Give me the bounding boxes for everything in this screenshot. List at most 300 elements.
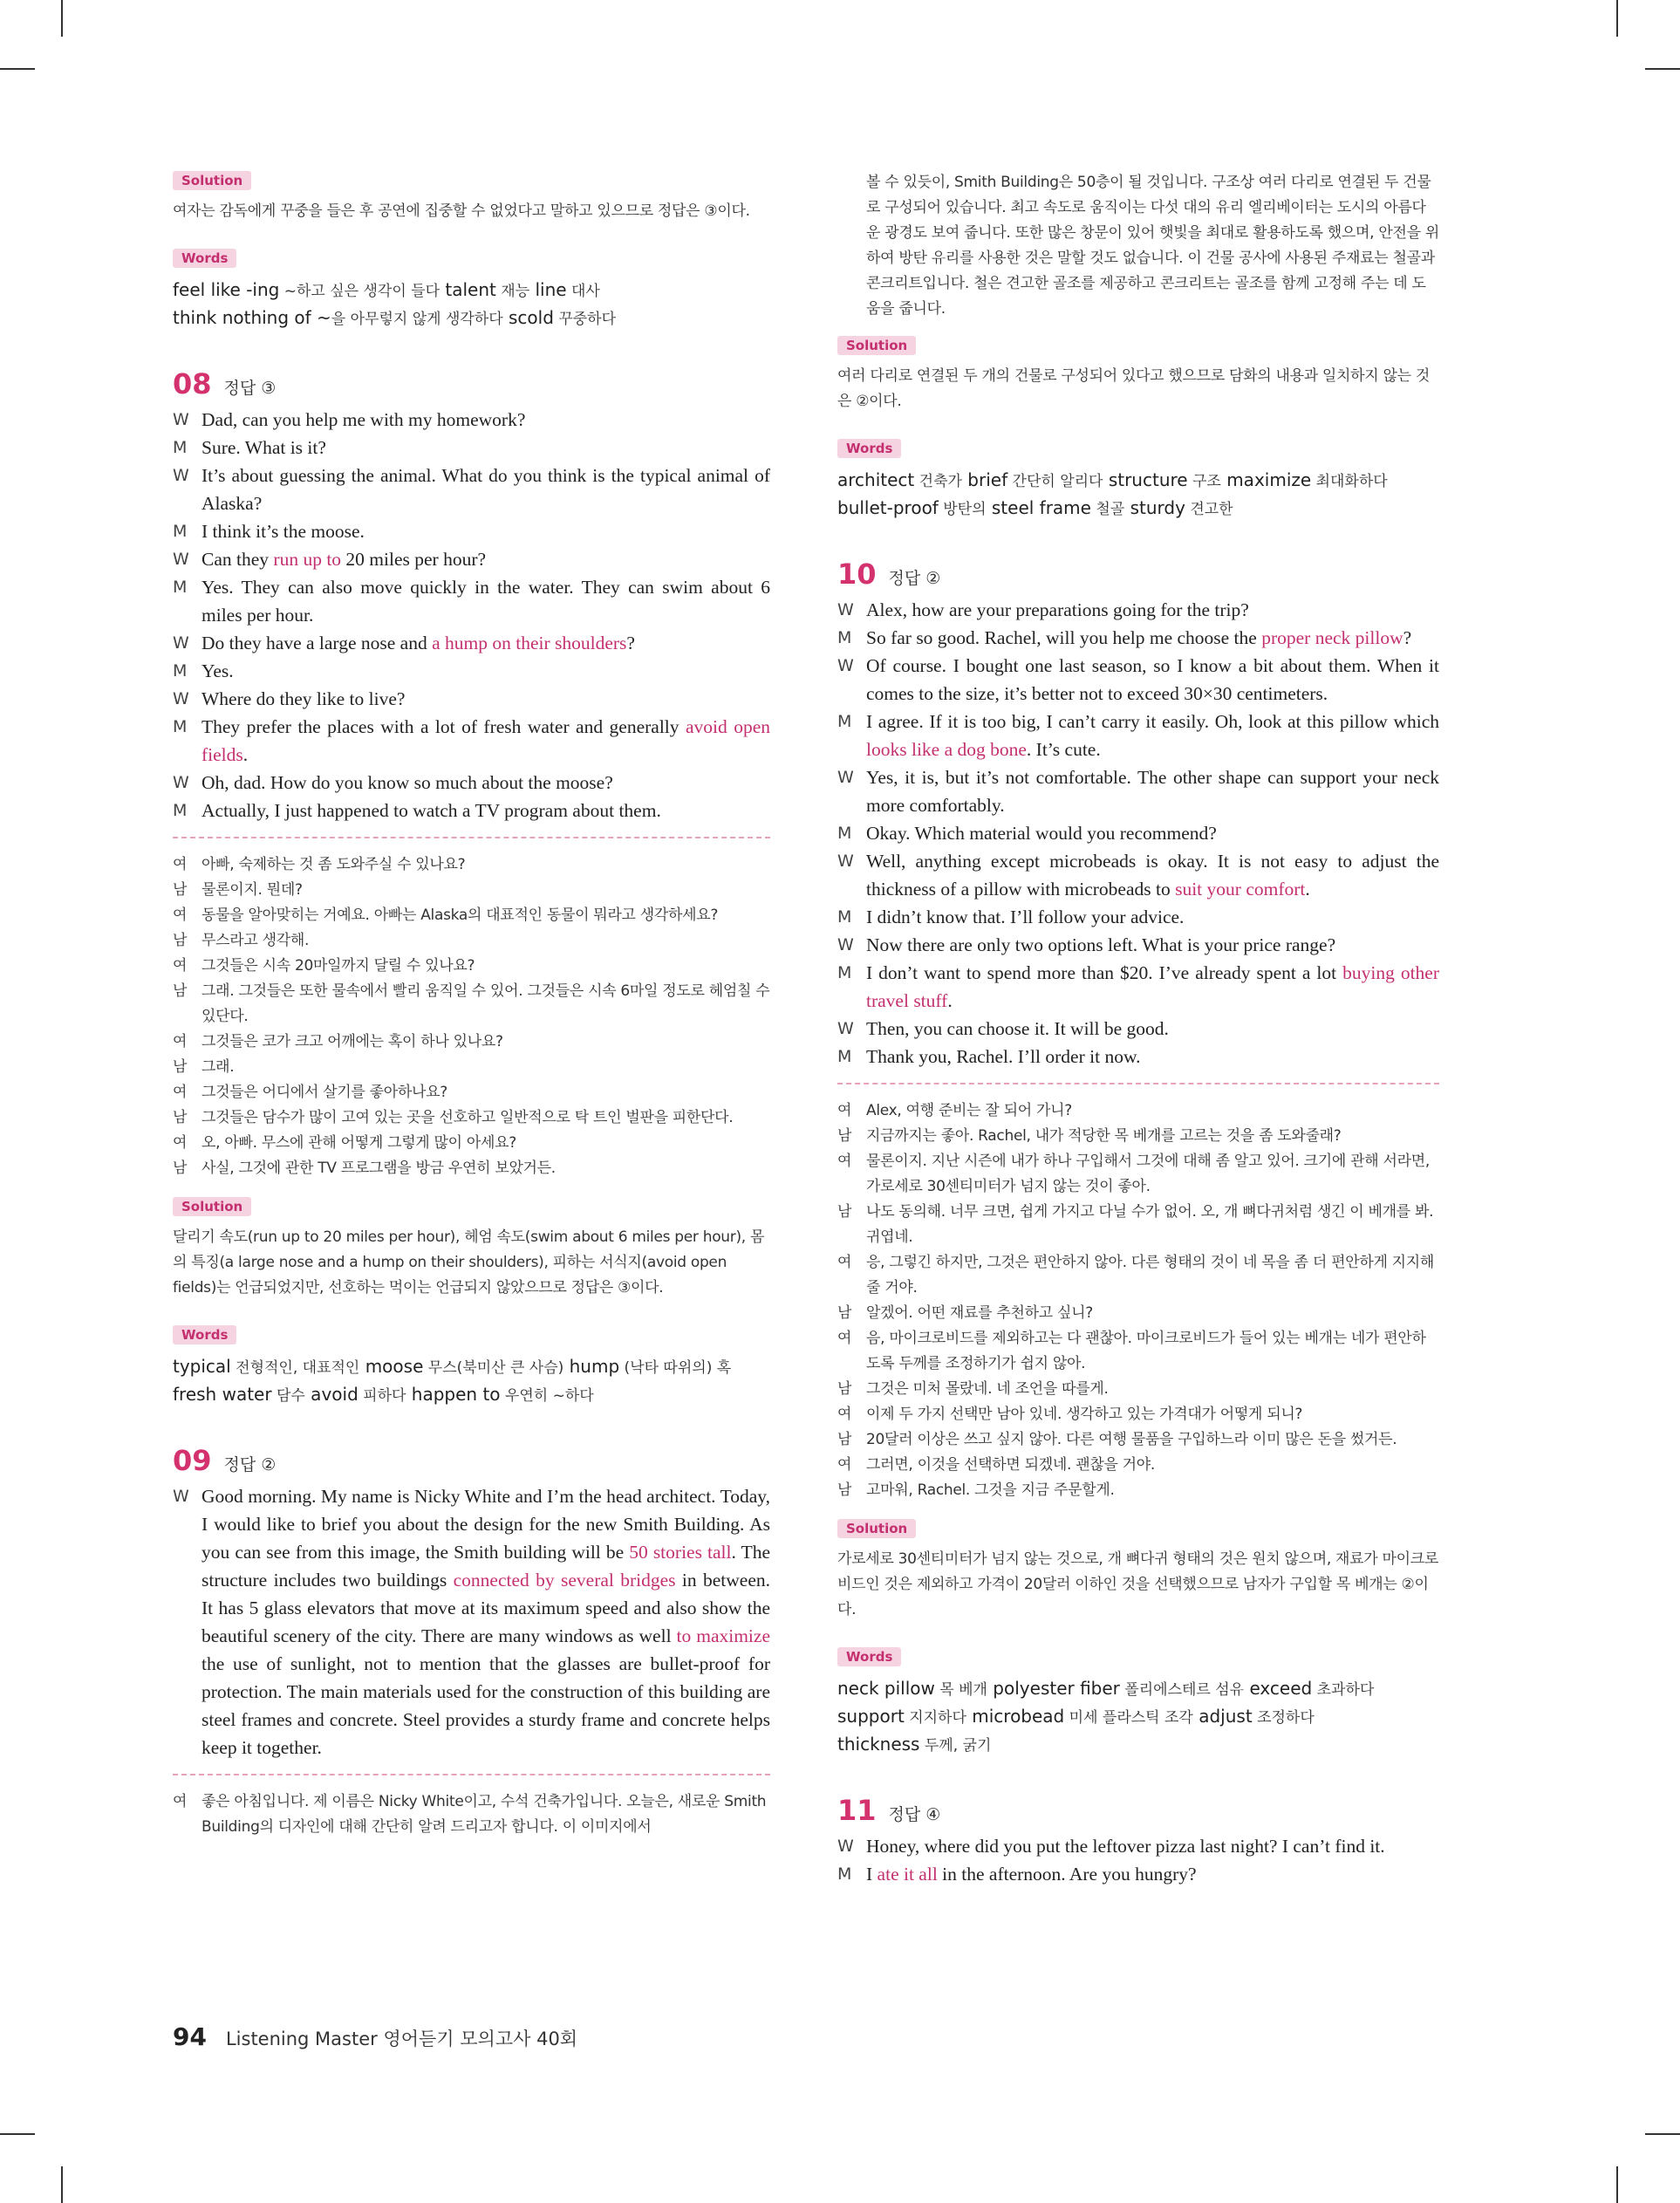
speaker: 남 [837,1431,852,1448]
dialogue-line [837,1043,1439,1071]
right-column [837,170,1439,1888]
text-segment: . [947,990,953,1011]
question-number: 10 [837,558,877,591]
word-term: bullet-proof [837,497,939,518]
dialogue-line [837,763,1439,819]
speaker: 여 [173,1134,188,1152]
speaker: 남 [173,881,188,899]
prev-words-section [173,243,770,332]
word-meaning: 두께, 굵기 [919,1737,992,1755]
translation-text: 오, 아빠. 무스에 관해 어떻게 그렇게 많이 아세요? [201,1134,516,1152]
speaker: M [173,717,188,736]
key-phrase: avoid open fields [201,716,770,765]
dialogue-line [173,713,770,769]
translation-line [837,1124,1439,1149]
speaker: 남 [173,1160,188,1177]
speaker: M [837,712,852,731]
dialogue-text [866,1832,1439,1860]
key-phrase: ate it all [877,1864,938,1885]
dialogue-text [201,657,770,685]
text-segment: in the afternoon. Are you hungry? [937,1864,1197,1885]
speaker: 남 [173,1109,188,1126]
dialogue-text [201,462,770,517]
speaker: 남 [173,932,188,949]
speaker: 남 [173,1058,188,1076]
word-meaning: 방탄의 [938,501,987,518]
dialogue-text [201,797,770,824]
words-section-08 [173,1320,770,1409]
translation-line [173,1131,770,1156]
solution-tag: Solution [837,1519,916,1538]
dialogue-line [173,434,770,462]
translation-text: 그러면, 이것을 선택하면 되겠네. 괜찮을 거야. [866,1456,1156,1474]
speaker: W [837,852,854,871]
text-segment: Can they [201,549,274,570]
dialogue-text [201,545,770,573]
word-meaning: (낙타 따위의) 혹 [619,1359,732,1377]
speaker: W [837,1019,854,1038]
speaker: 여 [837,1102,852,1119]
question-header-11 [837,1794,1439,1827]
translation-line [173,954,770,979]
dialogue-text [866,1043,1439,1071]
dialogue-text [201,685,770,713]
speaker: 남 [837,1304,852,1322]
key-phrase: run up to [273,549,342,570]
dialogue-line [837,708,1439,763]
translation-line [837,1427,1439,1453]
translation-text: 20달러 이상은 쓰고 싶지 않아. 다른 여행 물품을 구입하느라 이미 많은 돈을 썼거든. [866,1431,1397,1448]
translation-text: Alex, 여행 준비는 잘 되어 가니? [866,1102,1072,1119]
speaker: W [173,466,189,485]
dashed-divider [837,1083,1439,1084]
words-list [173,1353,770,1409]
speaker: M [173,801,188,820]
text-segment: Alex, how are your preparations going for the trip? [866,599,1249,620]
text-segment: Good morning. My name is Nicky White and I’m the head architect. Today, I would like to brief you about the design for the new Smith Building. As you can see from this image, the Smith building will be [201,1486,770,1563]
speaker: 여 [837,1406,852,1423]
dialogue-line [173,1482,770,1762]
dialogue-line [837,847,1439,903]
dialogue-text [201,769,770,797]
dialogue-line [837,1832,1439,1860]
words-row [837,467,1439,495]
speaker: W [173,410,189,429]
dialogue-line [837,652,1439,708]
speaker: 여 [173,907,188,924]
translation-line [173,1055,770,1080]
answer-label: 정답 ④ [888,1805,941,1824]
dialogue-line [837,959,1439,1015]
dialogue-line [173,769,770,797]
words-row [173,277,770,304]
text-segment: . [1305,879,1310,900]
page-number: 94 [173,2022,207,2051]
dialogue-line [173,545,770,573]
translation-line [837,1250,1439,1301]
text-segment: 20 miles per hour? [341,549,487,570]
dialogue-text [866,959,1439,1015]
translation-line [173,928,770,954]
dialogue-line [837,1860,1439,1888]
text-segment: . It’s cute. [1026,739,1101,760]
dialogue-text [866,1015,1439,1043]
dialogue-text [866,819,1439,847]
words-list [173,277,770,332]
word-meaning: 우연히 ~하다 [500,1387,594,1405]
text-segment: So far so good. Rachel, will you help me choose the [866,627,1262,648]
word-term: think nothing of ~ [173,307,331,328]
word-term: exceed [1244,1678,1313,1699]
word-meaning: 피하다 [358,1387,406,1405]
text-segment: the use of sunlight, not to mention that the glasses are bullet-proof for protection. The main materials used for the construction of this building are steel frames and concrete. Steel provides a sturdy frame and concrete helps keep it together. [201,1653,770,1758]
word-meaning: 간단히 알리다 [1007,473,1103,490]
word-term: architect [837,469,915,490]
solution-section-08 [173,1192,770,1301]
text-segment: Well, anything except microbeads is okay. It is not easy to adjust the thickness of a pillow with microbeads to [866,851,1439,900]
dialogue-text [866,903,1439,931]
word-meaning: 무스(북미산 큰 사슴) [423,1359,564,1377]
dialogue-line [173,406,770,434]
word-term: support [837,1706,905,1727]
translation-line [173,979,770,1030]
translation-text: 그것들은 코가 크고 어깨에는 혹이 하나 있나요? [201,1033,503,1050]
text-segment: Of course. I bought one last season, so I know a bit about them. When it comes to the size, it’s better not to exceed 30×30 centimeters. [866,655,1439,704]
crop-mark [0,68,35,70]
word-term: avoid [304,1384,359,1405]
translation-08 [173,852,770,1181]
words-list [837,1675,1439,1759]
words-row [837,1675,1439,1703]
dialogue-text [201,573,770,629]
translation-text: 응, 그렇긴 하지만, 그것은 편안하지 않아. 다른 형태의 것이 네 목을 좀 더 편안하게 지지해 줄 거야. [866,1254,1435,1296]
solution-text: 가로세로 30센티미터가 넘지 않는 것으로, 개 뼈다귀 형태의 것은 원치 않으며, 재료가 마이크로비드인 것은 제외하고 가격이 20달러 이하인 것을 선택했으므로 남자가 구입할 목 베개는 ②이다. [837,1550,1438,1618]
text-segment: Okay. Which material would you recommend? [866,823,1217,844]
speaker: W [837,768,854,787]
speaker: W [837,935,854,954]
word-term: maximize [1220,469,1312,490]
text-segment: I don’t want to spend more than $20. I’ve already spent a lot [866,962,1343,983]
speaker: M [173,522,188,541]
dialogue-text [866,847,1439,903]
words-tag: Words [173,249,236,268]
word-term: happen to [406,1384,501,1405]
page-footer [173,2022,577,2051]
dialogue-09 [173,1482,770,1762]
words-tag: Words [837,1647,901,1666]
translation-line [173,1789,770,1840]
crop-mark [61,2166,63,2203]
dialogue-text [866,596,1439,624]
dialogue-text [201,1482,770,1762]
text-segment: They prefer the places with a lot of fresh water and generally [201,716,686,737]
dialogue-line [173,629,770,657]
text-segment: . [242,744,249,765]
dialogue-line [173,573,770,629]
solution-section-09 [837,331,1439,414]
text-segment: in between. It has 5 glass elevators that move at its maximum speed and also show the beautiful scenery of the city. There are many windows as well [201,1570,771,1646]
translation-text: 그것은 미처 몰랐네. 네 조언을 따를게. [866,1380,1109,1398]
translation-text: 나도 동의해. 너무 크면, 쉽게 가지고 다닐 수가 없어. 오, 개 뼈다귀처럼 생긴 이 베개를 봐. 귀엽네. [866,1203,1434,1246]
translation-line [173,903,770,928]
dialogue-text [201,434,770,462]
speaker: 여 [837,1254,852,1271]
answer-label: 정답 ② [223,1455,277,1474]
text-segment: I didn’t know that. I’ll follow your advice. [866,907,1185,927]
words-tag: Words [837,439,901,458]
word-meaning: 대사 [566,283,600,300]
word-term: hump [563,1356,620,1377]
translation-line [173,1030,770,1055]
crop-mark [0,2133,35,2135]
word-meaning: 조정하다 [1252,1709,1315,1727]
dialogue-line [837,1015,1439,1043]
text-segment: Yes, it is, but it’s not comfortable. The other shape can support your neck more comfortably. [866,767,1439,816]
word-term: polyester fiber [987,1678,1120,1699]
speaker: 여 [173,1084,188,1101]
words-row [837,1731,1439,1759]
translation-text: 그것들은 담수가 많이 고여 있는 곳을 선호하고 일반적으로 탁 트인 벌판을 피한단다. [201,1109,734,1126]
dialogue-line [173,685,770,713]
speaker: M [837,907,852,927]
text-segment: Now there are only two options left. What is your price range? [866,934,1336,955]
key-phrase: buying other travel stuff [866,962,1439,1011]
translation-line [837,1478,1439,1503]
prev-solution-section [173,166,770,224]
translation-text: 그것들은 어디에서 살기를 좋아하나요? [201,1084,447,1101]
key-phrase: suit your comfort [1175,879,1306,900]
speaker: 여 [837,1153,852,1170]
speaker: W [173,550,189,569]
text-segment: I agree. If it is too big, I can’t carry it easily. Oh, look at this pillow which [866,711,1439,732]
dialogue-08 [173,406,770,824]
text-segment: Do they have a large nose and [201,633,433,653]
translation-line [837,1402,1439,1427]
text-segment: Sure. What is it? [201,437,326,458]
speaker: M [837,824,852,843]
translation-continued [837,170,1439,322]
key-phrase: connected by several bridges [453,1570,676,1591]
word-term: structure [1103,469,1188,490]
translation-line [173,878,770,903]
translation-line [173,1105,770,1131]
translation-line [837,1149,1439,1200]
speaker: 여 [173,856,188,873]
speaker: 남 [173,982,188,1000]
speaker: 여 [173,1793,188,1810]
speaker: W [173,1487,189,1506]
translation-line [173,1080,770,1105]
crop-mark [1616,0,1618,37]
crop-mark [1616,2166,1618,2203]
speaker: M [837,1864,852,1884]
translation-line [837,1200,1439,1250]
crop-mark [1645,68,1680,70]
word-term: line [529,279,567,300]
words-row [173,1381,770,1409]
speaker: W [837,600,854,619]
translation-text: 볼 수 있듯이, Smith Building은 50층이 될 것입니다. 구조상 여러 다리로 연결된 두 건물로 구성되어 있습니다. 최고 속도로 움직이는 다섯 대의 유리 엘리베이터는 도시의 아름다운 광경도 보여 줍니다. 또한 많은 창문이 있어 햇빛을 최대로 활용하도록 했으며, 안전을 위하여 방탄 유리를 사용한 것은 말할 것도 없습니다. 이 건물 공사에 사용된 주재료는 철골과 콘크리트입니다. 철은 견고한 골조를 제공하고 콘크리트는 골조를 함께 고정해 주는 데 도움을 줍니다. [866,174,1439,318]
solution-section-10 [837,1514,1439,1623]
speaker: 여 [837,1456,852,1474]
translation-line [837,1326,1439,1377]
text-segment: Yes. They can also move quickly in the water. They can swim about 6 miles per hour. [201,577,770,626]
word-term: feel like -ing [173,279,280,300]
translation-text: 동물을 알아맞히는 거예요. 아빠는 Alaska의 대표적인 동물이 뭐라고 생각하세요? [201,907,719,924]
crop-mark [1645,2133,1680,2135]
translation-text: 알겠어. 어떤 재료를 추천하고 싶니? [866,1304,1093,1322]
translation-line [173,1156,770,1181]
solution-tag: Solution [173,171,251,190]
text-segment: I think it’s the moose. [201,521,365,542]
translation-10 [837,1098,1439,1503]
solution-text: 여러 다리로 연결된 두 개의 건물로 구성되어 있다고 했으므로 담화의 내용과 일치하지 않는 것은 ②이다. [837,367,1430,410]
speaker: 여 [173,957,188,975]
translation-text: 아빠, 숙제하는 것 좀 도와주실 수 있나요? [201,856,466,873]
key-phrase: proper neck pillow [1261,627,1403,648]
solution-text: 여자는 감독에게 꾸중을 들은 후 공연에 집중할 수 없었다고 말하고 있으므로 정답은 ③이다. [173,202,750,220]
translation-text: 사실, 그것에 관한 TV 프로그램을 방금 우연히 보았거든. [201,1160,556,1177]
text-segment: Where do they like to live? [201,688,406,709]
word-meaning: 꾸중하다 [553,311,617,328]
dialogue-text [866,763,1439,819]
translation-line [837,1301,1439,1326]
dialogue-text [866,1860,1439,1888]
translation-text: 그래. 그것들은 또한 물속에서 빨리 움직일 수 있어. 그것들은 시속 6마일 정도로 헤엄칠 수 있단다. [201,982,770,1025]
word-meaning: 최대화하다 [1311,473,1388,490]
words-row [173,304,770,332]
word-term: fresh water [173,1384,272,1405]
translation-text: 그것들은 시속 20마일까지 달릴 수 있나요? [201,957,475,975]
text-segment: I [866,1864,878,1885]
key-phrase: 50 stories tall [629,1542,732,1563]
translation-text: 물론이지. 지난 시즌에 내가 하나 구입해서 그것에 대해 좀 알고 있어. 크기에 관해 서라면, 가로세로 30센티미터가 넘지 않는 것이 좋아. [866,1153,1430,1195]
text-segment: Yes. [201,660,234,681]
question-header-09 [173,1444,770,1477]
text-segment: ? [1403,627,1412,648]
word-meaning: 미세 플라스틱 조각 [1064,1709,1193,1727]
text-segment: ? [626,633,635,653]
translation-text: 고마워, Rachel. 그것을 지금 주문할게. [866,1481,1115,1499]
translation-text: 이제 두 가지 선택만 남아 있네. 생각하고 있는 가격대가 어떻게 되니? [866,1406,1303,1423]
key-phrase: to maximize [676,1625,770,1646]
speaker: 남 [837,1481,852,1499]
speaker: 남 [837,1127,852,1145]
text-segment: Honey, where did you put the leftover pizza last night? I can’t find it. [866,1836,1385,1857]
translation-line [837,1098,1439,1124]
words-row [837,1703,1439,1731]
word-meaning: 견고한 [1185,501,1233,518]
translation-text: 무스라고 생각해. [201,932,310,949]
speaker: 여 [837,1330,852,1347]
word-term: scold [502,307,554,328]
key-phrase: looks like a dog bone [866,739,1027,760]
word-meaning: 구조 [1187,473,1221,490]
word-term: brief [961,469,1008,490]
speaker: M [173,438,188,457]
translation-text: 지금까지는 좋아. Rachel, 내가 적당한 목 베개를 고르는 것을 좀 도와줄래? [866,1127,1342,1145]
answer-label: 정답 ② [888,569,941,588]
translation-text: 좋은 아침입니다. 제 이름은 Nicky White이고, 수석 건축가입니다. 오늘은, 새로운 Smith Building의 디자인에 대해 간단히 알려 드리고자 합니다. 이 이미지에서 [201,1793,767,1836]
dashed-divider [173,837,770,838]
speaker: W [173,633,189,653]
word-meaning: 재능 [495,283,530,300]
word-meaning: 담수 [271,1387,305,1405]
dialogue-line [173,797,770,824]
words-section-10 [837,1642,1439,1759]
key-phrase: a hump on their shoulders [432,633,627,653]
crop-mark [61,0,63,37]
speaker: M [173,578,188,597]
dialogue-line [173,462,770,517]
words-section-09 [837,434,1439,523]
word-term: talent [440,279,496,300]
word-meaning: 목 베개 [934,1681,987,1699]
speaker: M [837,963,852,982]
dialogue-text [201,629,770,657]
word-term: adjust [1192,1706,1253,1727]
translation-line [837,1453,1439,1478]
text-segment: It’s about guessing the animal. What do you think is the typical animal of Alaska? [201,465,770,514]
word-meaning: 폴리에스테르 섬유 [1119,1681,1245,1699]
dialogue-line [837,819,1439,847]
speaker: M [173,661,188,681]
word-meaning: 전형적인, 대표적인 [230,1359,360,1377]
dialogue-text [866,652,1439,708]
speaker: W [837,656,854,675]
answer-label: 정답 ③ [223,379,277,398]
translation-text: 그래. [201,1058,235,1076]
dialogue-text [866,708,1439,763]
word-meaning: 철골 [1090,501,1125,518]
dialogue-line [837,624,1439,652]
word-meaning: 을 아무렇지 않게 생각하다 [331,311,503,328]
book-title: Listening Master 영어듣기 모의고사 40회 [225,2029,578,2049]
word-meaning: 지지하다 [904,1709,966,1727]
solution-tag: Solution [173,1197,251,1216]
dialogue-text [866,931,1439,959]
word-meaning: 건축가 [914,473,962,490]
dialogue-line [173,657,770,685]
translation-text: 물론이지. 뭔데? [201,881,303,899]
text-segment: Dad, can you help me with my homework? [201,409,526,430]
left-column [173,166,770,1840]
dialogue-11 [837,1832,1439,1888]
word-term: moose [359,1356,424,1377]
words-tag: Words [173,1325,236,1344]
word-term: steel frame [986,497,1091,518]
dialogue-10 [837,596,1439,1071]
word-term: sturdy [1124,497,1185,518]
dialogue-text [201,713,770,769]
word-meaning: 초과하다 [1312,1681,1375,1699]
question-number: 08 [173,367,212,400]
speaker: M [837,1047,852,1066]
solution-tag: Solution [837,336,916,355]
word-term: microbead [966,1706,1065,1727]
dialogue-line [837,931,1439,959]
word-term: typical [173,1356,231,1377]
dialogue-line [173,517,770,545]
translation-text: 음, 마이크로비드를 제외하고는 다 괜찮아. 마이크로비드가 들어 있는 베개는 네가 편안하도록 두께를 조정하기가 쉽지 않아. [866,1330,1426,1372]
speaker: 남 [837,1380,852,1398]
word-meaning: ~하고 싶은 생각이 들다 [279,283,440,300]
speaker: W [173,689,189,708]
question-number: 09 [173,1444,212,1477]
speaker: M [837,628,852,647]
text-segment: Then, you can choose it. It will be good. [866,1018,1169,1039]
question-header-08 [173,367,770,400]
